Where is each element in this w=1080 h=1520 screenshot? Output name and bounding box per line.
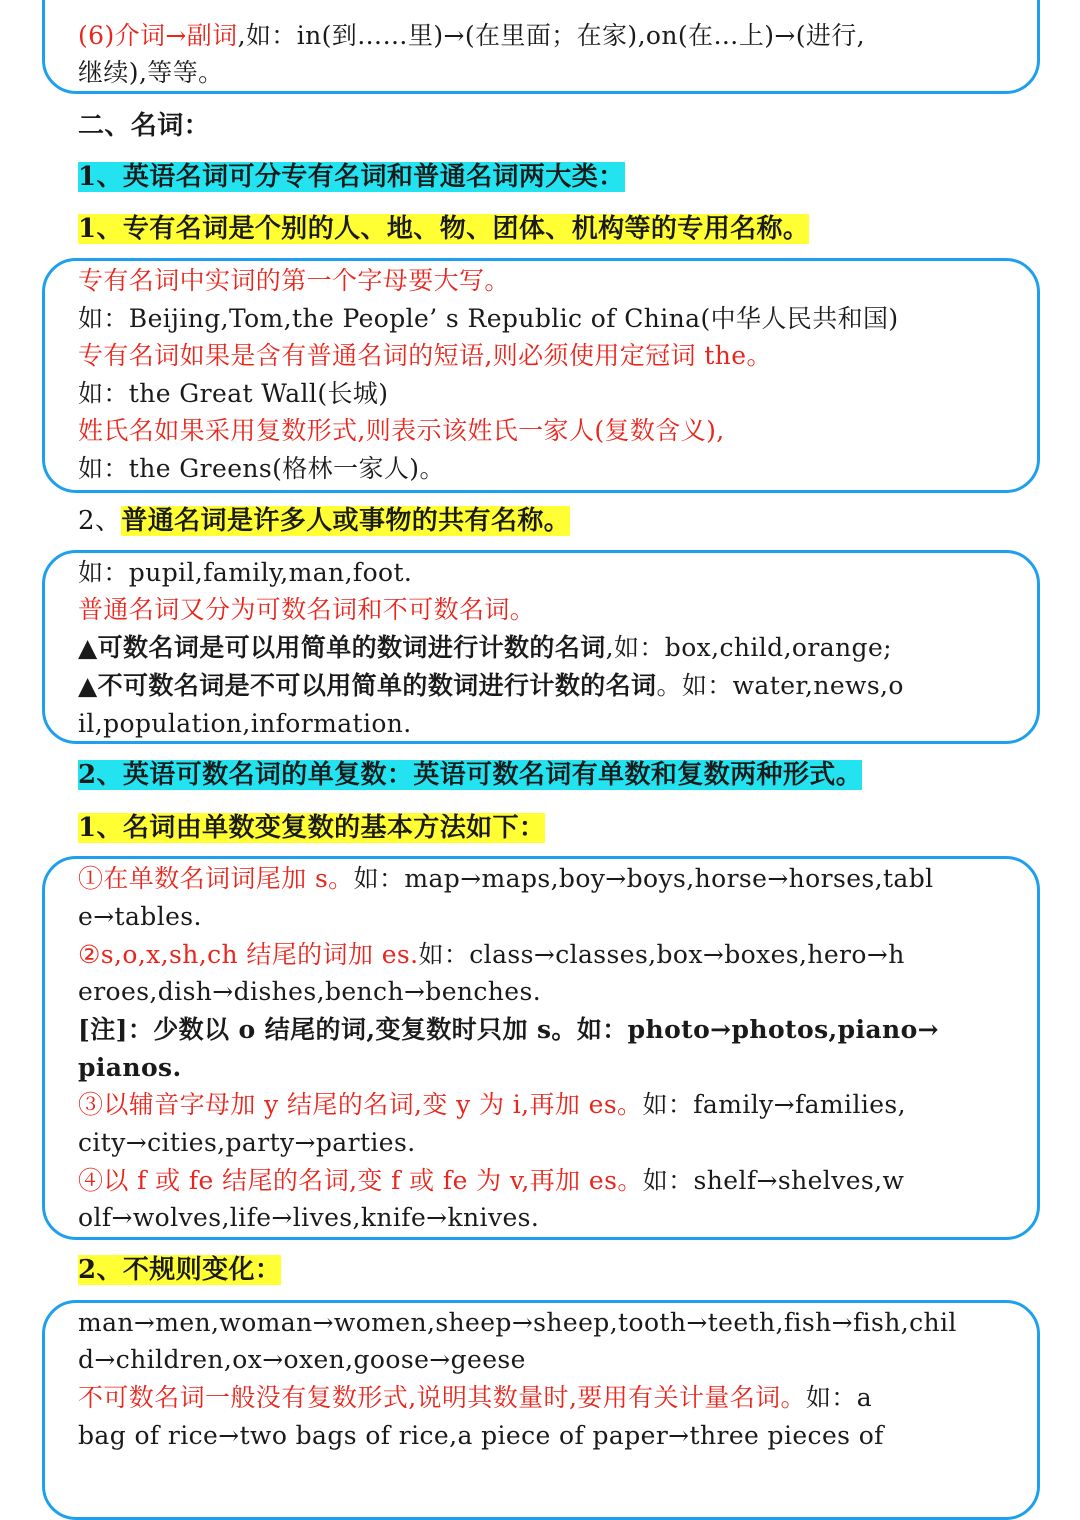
- rule-2-line-2: eroes,dish→dishes,bench→benches.: [78, 977, 542, 1006]
- rule-3-examples: 如：family→families,: [642, 1090, 907, 1119]
- countable-examples: ,如：box,child,orange;: [605, 633, 892, 662]
- common-noun-heading-text: 普通名词是许多人或事物的共有名称。: [121, 506, 571, 536]
- common-line-2: 普通名词又分为可数名词和不可数名词。: [78, 595, 536, 624]
- irregular-line-4: bag of rice→two bags of rice,a piece of paper→three pieces of: [78, 1421, 884, 1450]
- uncountable-plural-rule: 不可数名词一般没有复数形式,说明其数量时,要用有关计量名词。: [78, 1383, 806, 1412]
- prep-line-2: 继续),等等。: [78, 58, 224, 87]
- rule-1-examples: 如：map→maps,boy→boys,horse→horses,tabl: [353, 864, 934, 893]
- rule-4-text: ④以 f 或 fe 结尾的名词,变 f 或 fe 为 v,再加 es。: [78, 1166, 643, 1195]
- plural-rules-heading: [78, 810, 545, 846]
- common-noun-heading: [78, 503, 570, 539]
- common-line-3: [78, 630, 892, 666]
- rule-4-examples: 如：shelf→shelves,w: [642, 1166, 905, 1195]
- proper-line-3: 专有名词如果是含有普通名词的短语,则必须使用定冠词 the。: [78, 341, 772, 370]
- irregular-heading: [78, 1252, 281, 1288]
- proper-line-6: 如：the Greens(格林一家人)。: [78, 454, 445, 483]
- uncountable-examples: 。如：water,news,o: [656, 671, 904, 700]
- rule-2-examples: 如：class→classes,box→boxes,hero→h: [418, 940, 905, 969]
- prep-examples: ,如：in(到……里)→(在里面；在家),on(在…上)→(进行,: [237, 21, 866, 50]
- section-title-nouns: 二、名词：: [78, 111, 211, 141]
- rule-3-line-2: city→cities,party→parties.: [78, 1128, 416, 1157]
- uncountable-definition: ▲不可数名词是不可以用简单的数词进行计数的名词: [78, 671, 657, 700]
- common-line-4: [78, 668, 904, 704]
- note-line-1: [注]：少数以 o 结尾的词,变复数时只加 s。如：photo→photos,piano→: [78, 1015, 940, 1044]
- irregular-line-3: [78, 1380, 872, 1416]
- category-heading-1: [78, 159, 625, 195]
- common-line-5: il,population,information.: [78, 709, 412, 738]
- note-line-2: pianos.: [78, 1053, 182, 1082]
- rule-1-text: ①在单数名词词尾加 s。: [78, 864, 354, 893]
- rule-3-line-1: [78, 1087, 906, 1123]
- category-heading-1-text: 1、英语名词可分专有名词和普通名词两大类：: [78, 162, 625, 192]
- rule-4-line-1: [78, 1163, 904, 1199]
- proper-line-1: 专有名词中实词的第一个字母要大写。: [78, 266, 510, 295]
- uncountable-plural-example-start: 如：a: [805, 1383, 873, 1412]
- proper-noun-heading: [78, 211, 809, 247]
- plural-rules-heading-text: 1、名词由单数变复数的基本方法如下：: [78, 813, 546, 843]
- rule-1-line-1: [78, 861, 934, 897]
- common-noun-heading-prefix: 2、: [78, 506, 122, 536]
- irregular-heading-text: 2、不规则变化：: [78, 1255, 282, 1285]
- countable-definition: ▲可数名词是可以用简单的数词进行计数的名词: [78, 633, 606, 662]
- rule-4-line-2: olf→wolves,life→lives,knife→knives.: [78, 1203, 540, 1232]
- category-heading-2-text: 2、英语可数名词的单复数：英语可数名词有单数和复数两种形式。: [78, 760, 863, 790]
- proper-noun-heading-text: 1、专有名词是个别的人、地、物、团体、机构等的专用名称。: [78, 214, 810, 244]
- category-heading-2: [78, 757, 862, 793]
- rule-3-text: ③以辅音字母加 y 结尾的名词,变 y 为 i,再加 es。: [78, 1090, 643, 1119]
- prep-rule-label: (6)介词→副词: [78, 21, 238, 50]
- common-line-1: 如：pupil,family,man,foot.: [78, 558, 413, 587]
- rule-2-text: ②s,o,x,sh,ch 结尾的词加 es.: [78, 940, 419, 969]
- rule-1-line-2: e→tables.: [78, 902, 202, 931]
- proper-line-5: 姓氏名如果采用复数形式,则表示该姓氏一家人(复数含义),: [78, 416, 725, 445]
- irregular-line-1: man→men,woman→women,sheep→sheep,tooth→teeth,fish→fish,chil: [78, 1308, 957, 1337]
- irregular-line-2: d→children,ox→oxen,goose→geese: [78, 1345, 526, 1374]
- proper-line-4: 如：the Great Wall(长城): [78, 379, 389, 408]
- prep-line-1: [78, 18, 865, 54]
- rule-2-line-1: [78, 937, 905, 973]
- proper-line-2: 如：Beijing,Tom,the People’ s Republic of China(中华人民共和国): [78, 304, 899, 333]
